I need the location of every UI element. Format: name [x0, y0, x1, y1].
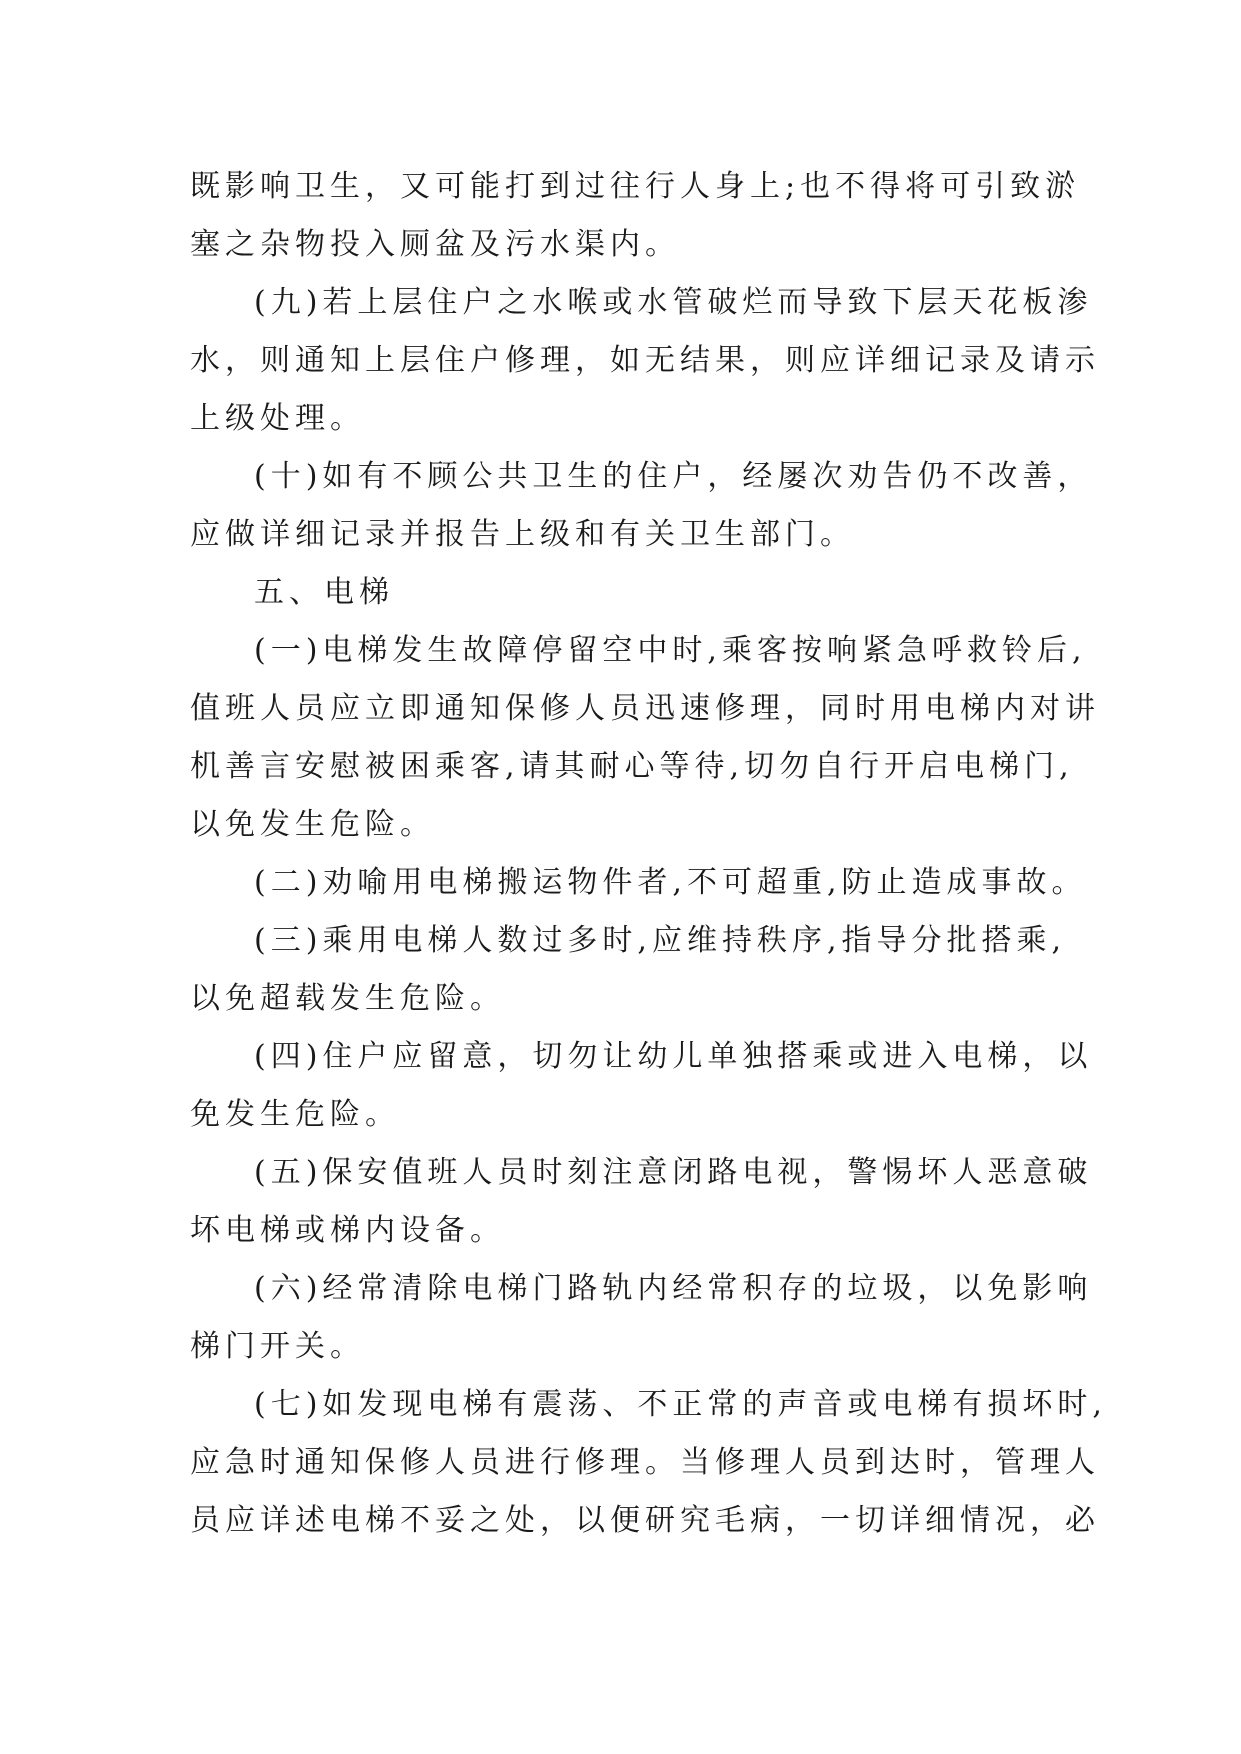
text-line: (七)如发现电梯有震荡、不正常的声音或电梯有损坏时, [254, 1387, 1107, 1422]
text-line: (二)劝喻用电梯搬运物件者,不可超重,防止造成事故。 [254, 865, 1087, 900]
text-line: 梯门开关。 [190, 1329, 365, 1364]
text-line: 塞之杂物投入厕盆及污水渠内。 [190, 227, 680, 262]
text-line: 水，则通知上层住户修理，如无结果，则应详细记录及请示 [190, 343, 1100, 378]
text-line: 坏电梯或梯内设备。 [190, 1213, 505, 1248]
text-line: 机善言安慰被困乘客,请其耐心等待,切勿自行开启电梯门, [190, 749, 1074, 784]
body-text [190, 158, 1107, 1550]
text-line: 免发生危险。 [190, 1097, 400, 1132]
text-line: (一)电梯发生故障停留空中时,乘客按响紧急呼救铃后, [254, 633, 1087, 668]
text-line: (六)经常清除电梯门路轨内经常积存的垃圾，以免影响 [254, 1271, 1093, 1306]
text-line: (五)保安值班人员时刻注意闭路电视，警惕坏人恶意破 [254, 1155, 1093, 1190]
text-line: (三)乘用电梯人数过多时,应维持秩序,指导分批搭乘, [254, 923, 1067, 958]
text-line: (四)住户应留意，切勿让幼儿单独搭乘或进入电梯，以 [254, 1039, 1093, 1074]
text-line: 值班人员应立即通知保修人员迅速修理，同时用电梯内对讲 [190, 691, 1100, 726]
section-heading: 五、电梯 [254, 575, 394, 610]
text-line: (九)若上层住户之水喉或水管破烂而导致下层天花板渗 [254, 285, 1093, 320]
text-line: 应做详细记录并报告上级和有关卫生部门。 [190, 517, 855, 552]
text-line: (十)如有不顾公共卫生的住户，经屡次劝告仍不改善， [254, 459, 1093, 494]
text-line: 既影响卫生，又可能打到过往行人身上;也不得将可引致淤 [190, 169, 1081, 204]
text-line: 以免超载发生危险。 [190, 981, 505, 1016]
text-line: 上级处理。 [190, 401, 365, 436]
text-line: 以免发生危险。 [190, 807, 435, 842]
text-line: 员应详述电梯不妥之处，以便研究毛病，一切详细情况，必 [190, 1503, 1100, 1538]
text-line: 应急时通知保修人员进行修理。当修理人员到达时，管理人 [190, 1445, 1100, 1480]
